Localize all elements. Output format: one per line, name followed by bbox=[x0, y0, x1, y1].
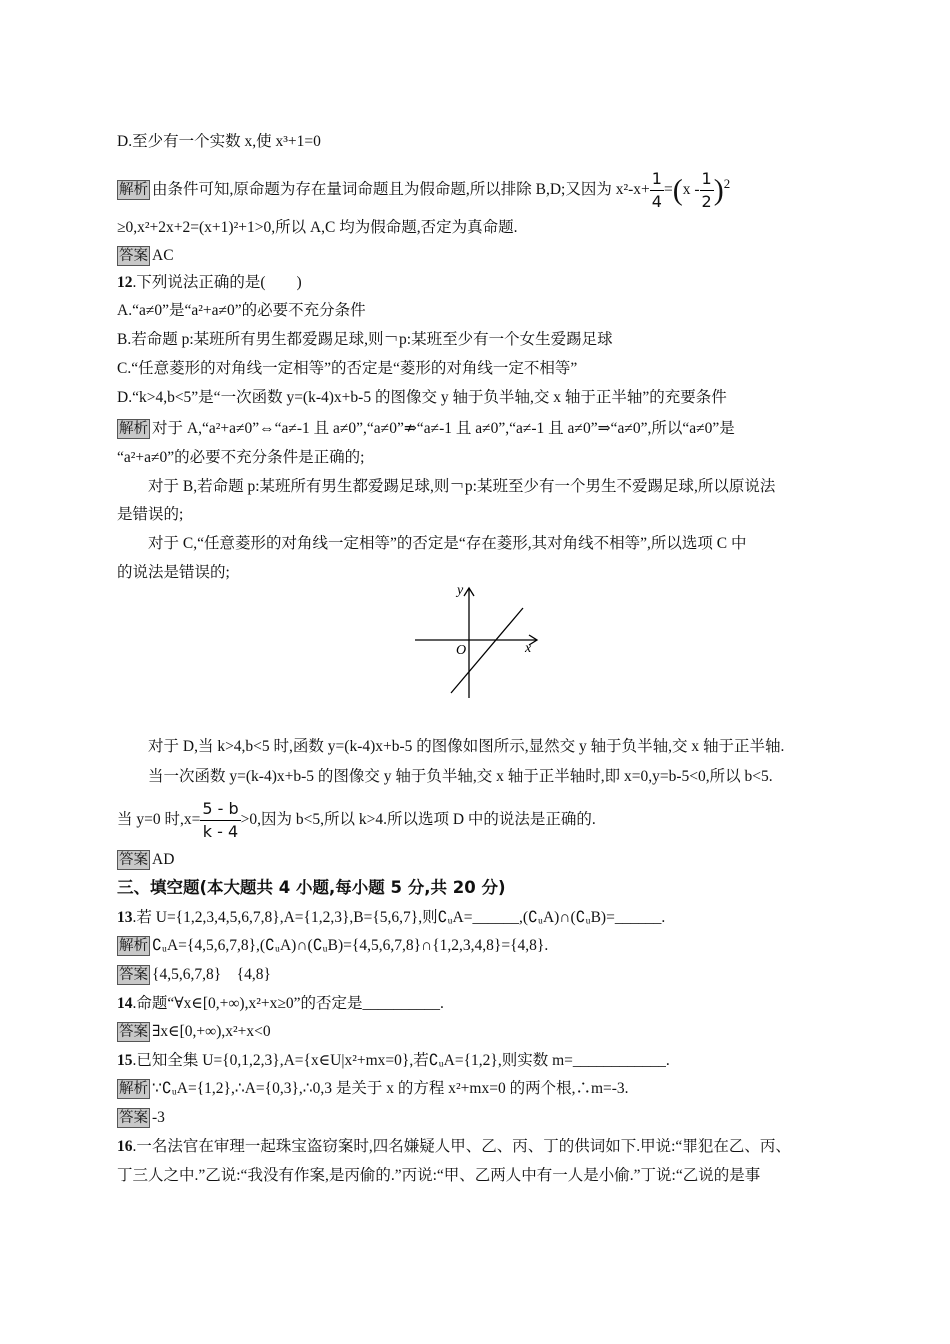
explanation-q12-line4: 是错误的; bbox=[117, 506, 184, 523]
answer-q12: 答案 AD bbox=[119, 851, 175, 868]
explanation-q11-line1: 解析 由条件可知,原命题为存在量词命题且为假命题,所以排除 B,D;又因为 x²-x+ $\frac{1}{4}$ =(x - $\frac{1}{2}$ )$^2$ bbox=[119, 169, 731, 211]
question-14: 14.命题“∀x∈[0,+∞),x²+x≥0”的否定是__________. bbox=[117, 995, 444, 1012]
answer-tag: 答案 bbox=[119, 1024, 148, 1040]
option-c-q12: C.“任意菱形的对角线一定相等”的否定是“菱形的对角线一定不相等” bbox=[117, 360, 578, 377]
explanation-q12-line9: 当 y=0 时,x= $\frac{5 - b}{k - 4}$ >0,因为 b<5,所以 k>4.所以选项 D 中的说法是正确的. bbox=[117, 799, 596, 841]
explanation-q12-line2: “a²+a≠0”的必要不充分条件是正确的; bbox=[117, 449, 365, 466]
explanation-q12-line5: 对于 C,“任意菱形的对角线一定相等”的否定是“存在菱形,其对角线不相等”,所以选项 C 中 bbox=[148, 535, 747, 552]
answer-tag: 答案 bbox=[119, 967, 148, 983]
option-d-q12: D.“k>4,b<5”是“一次函数 y=(k-4)x+b-5 的图像交 y 轴于负半轴,交 x 轴于正半轴”的充要条件 bbox=[117, 389, 727, 406]
answer-q15: 答案 -3 bbox=[119, 1109, 165, 1126]
fraction: $\frac{1}{4}$ bbox=[651, 169, 662, 211]
question-16-line2: 丁三人之中.”乙说:“我没有作案,是丙偷的.”丙说:“甲、乙两人中有一人是小偷.”丁说:“乙说的是事 bbox=[117, 1167, 761, 1184]
y-axis-label: y bbox=[457, 583, 464, 598]
explanation-tag: 解析 bbox=[119, 421, 148, 437]
x-axis-label: x bbox=[525, 641, 532, 656]
fraction: $\frac{5 - b}{k - 4}$ bbox=[202, 799, 239, 841]
explanation-q13: 解析 ∁ᵤA={4,5,6,7,8},(∁ᵤA)∩(∁ᵤB)={4,5,6,7,8}∩{1,2,3,4,8}={4,8}. bbox=[119, 937, 549, 954]
option-d-q11: D.至少有一个实数 x,使 x³+1=0 bbox=[117, 133, 321, 150]
option-b-q12: B.若命题 p:某班所有男生都爱踢足球,则￢p:某班至少有一个女生爱踢足球 bbox=[117, 331, 613, 348]
option-a-q12: A.“a≠0”是“a²+a≠0”的必要不充分条件 bbox=[117, 302, 366, 319]
question-15: 15.已知全集 U={0,1,2,3},A={x∈U|x²+mx=0},若∁ᵤA={1,2},则实数 m=____________. bbox=[117, 1052, 670, 1069]
fraction: $\frac{1}{2}$ bbox=[701, 169, 712, 211]
section-heading: 三、填空题(本大题共 4 小题,每小题 5 分,共 20 分) bbox=[117, 878, 506, 897]
question-13: 13.若 U={1,2,3,4,5,6,7,8},A={1,2,3},B={5,6,7},则∁ᵤA=______,(∁ᵤA)∩(∁ᵤB)=______. bbox=[117, 909, 666, 926]
answer-q14: 答案 ∃x∈[0,+∞),x²+x<0 bbox=[119, 1023, 271, 1040]
linear-function-graph bbox=[405, 580, 550, 705]
explanation-tag: 解析 bbox=[119, 182, 148, 199]
explanation-q11-line2: ≥0,x²+2x+2=(x+1)²+1>0,所以 A,C 均为假命题,否定为真命题. bbox=[117, 219, 518, 236]
explanation-q15: 解析 ∵∁ᵤA={1,2},∴A={0,3},∴0,3 是关于 x 的方程 x²+mx=0 的两个根,∴m=-3. bbox=[119, 1080, 629, 1097]
explanation-q12-line7: 对于 D,当 k>4,b<5 时,函数 y=(k-4)x+b-5 的图像如图所示,显然交 y 轴于负半轴,交 x 轴于正半轴. bbox=[148, 738, 785, 755]
explanation-q12-line6: 的说法是错误的; bbox=[117, 564, 230, 581]
question-16-line1: 16.一名法官在审理一起珠宝盗窃案时,四名嫌疑人甲、乙、丙、丁的供词如下.甲说:“罪犯在乙、丙、 bbox=[117, 1138, 791, 1155]
answer-tag: 答案 bbox=[119, 1110, 148, 1126]
explanation-q12-line3: 对于 B,若命题 p:某班所有男生都爱踢足球,则￢p:某班至少有一个男生不爱踢足球,所以原说法 bbox=[148, 478, 776, 495]
explanation-q12-line8: 当一次函数 y=(k-4)x+b-5 的图像交 y 轴于负半轴,交 x 轴于正半轴时,即 x=0,y=b-5<0,所以 b<5. bbox=[148, 768, 773, 785]
question-12: 12.下列说法正确的是( ) bbox=[117, 274, 302, 291]
explanation-tag: 解析 bbox=[119, 938, 148, 954]
explanation-tag: 解析 bbox=[119, 1081, 148, 1097]
answer-tag: 答案 bbox=[119, 248, 148, 264]
answer-q11: 答案 AC bbox=[119, 247, 174, 264]
answer-q13: 答案 {4,5,6,7,8} {4,8} bbox=[119, 966, 271, 983]
explanation-q12-line1: 解析 对于 A,“a²+a≠0”⇔“a≠-1 且 a≠0”,“a≠0”⇏“a≠-1 且 a≠0”,“a≠-1 且 a≠0”⇒“a≠0”,所以“a≠0”是 bbox=[119, 420, 735, 437]
answer-tag: 答案 bbox=[119, 852, 148, 868]
origin-label: O bbox=[456, 643, 467, 658]
